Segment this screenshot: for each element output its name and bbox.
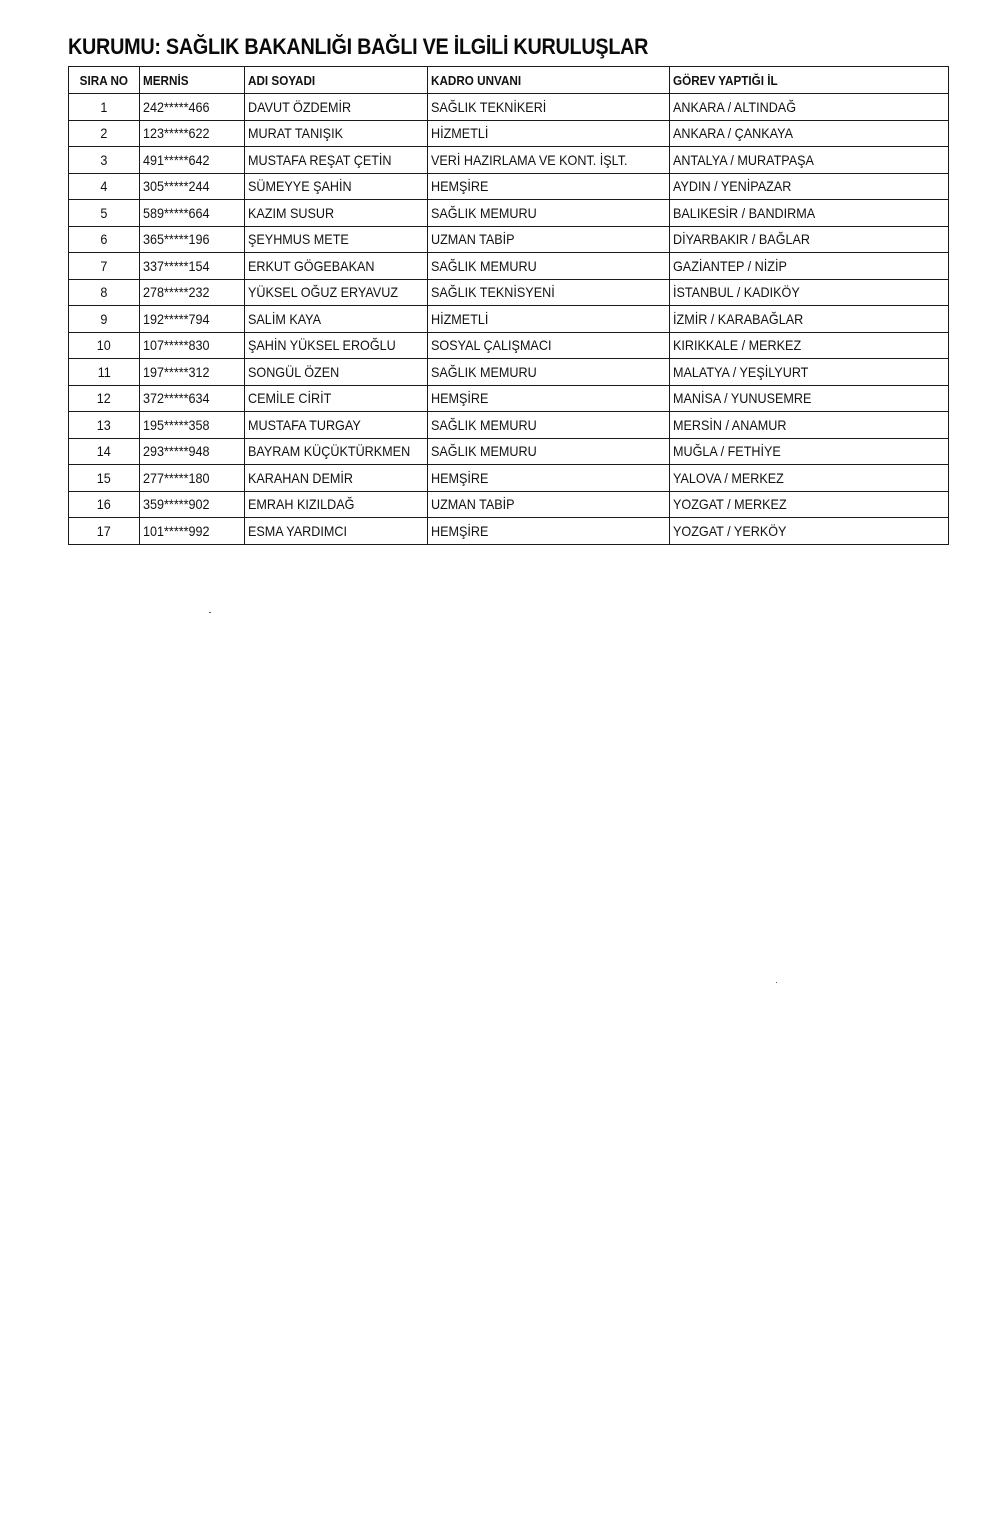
cell-gorev-yaptigi-il: YALOVA / MERKEZ — [670, 465, 949, 492]
cell-mernis: 365*****196 — [140, 226, 245, 253]
cell-sira-no: 12 — [69, 385, 140, 412]
cell-gorev-yaptigi-il: KIRIKKALE / MERKEZ — [670, 332, 949, 359]
cell-adi-soyadi: BAYRAM KÜÇÜKTÜRKMEN — [245, 438, 428, 465]
cell-mernis: 305*****244 — [140, 173, 245, 200]
cell-adi-soyadi: SÜMEYYE ŞAHİN — [245, 173, 428, 200]
table-header-row — [69, 67, 949, 94]
cell-adi-soyadi: SALİM KAYA — [245, 306, 428, 333]
cell-mernis: 195*****358 — [140, 412, 245, 439]
cell-adi-soyadi: DAVUT ÖZDEMİR — [245, 94, 428, 121]
cell-sira-no: 4 — [69, 173, 140, 200]
cell-adi-soyadi: SONGÜL ÖZEN — [245, 359, 428, 386]
table-row — [69, 306, 949, 333]
cell-kadro-unvani: HİZMETLİ — [428, 306, 670, 333]
table-row — [69, 465, 949, 492]
cell-adi-soyadi: YÜKSEL OĞUZ ERYAVUZ — [245, 279, 428, 306]
cell-mernis: 278*****232 — [140, 279, 245, 306]
cell-sira-no: 3 — [69, 147, 140, 174]
cell-sira-no: 5 — [69, 200, 140, 227]
column-header-adi-soyadi: ADI SOYADI — [245, 67, 428, 94]
table-row — [69, 147, 949, 174]
table-row — [69, 94, 949, 121]
table-row — [69, 200, 949, 227]
cell-gorev-yaptigi-il: GAZİANTEP / NİZİP — [670, 253, 949, 280]
cell-sira-no: 11 — [69, 359, 140, 386]
cell-kadro-unvani: HİZMETLİ — [428, 120, 670, 147]
table-row — [69, 279, 949, 306]
cell-sira-no: 9 — [69, 306, 140, 333]
table-row — [69, 173, 949, 200]
column-header-gorev-yaptigi-il: GÖREV YAPTIĞI İL — [670, 67, 949, 94]
cell-mernis: 197*****312 — [140, 359, 245, 386]
cell-gorev-yaptigi-il: İSTANBUL / KADIKÖY — [670, 279, 949, 306]
cell-adi-soyadi: EMRAH KIZILDAĞ — [245, 491, 428, 518]
page-title: KURUMU: SAĞLIK BAKANLIĞI BAĞLI VE İLGİLİ KURULUŞLAR — [68, 34, 649, 59]
cell-sira-no: 6 — [69, 226, 140, 253]
cell-sira-no: 16 — [69, 491, 140, 518]
cell-sira-no: 15 — [69, 465, 140, 492]
cell-kadro-unvani: HEMŞİRE — [428, 173, 670, 200]
cell-gorev-yaptigi-il: MERSİN / ANAMUR — [670, 412, 949, 439]
cell-gorev-yaptigi-il: MUĞLA / FETHİYE — [670, 438, 949, 465]
table-row — [69, 226, 949, 253]
cell-kadro-unvani: SAĞLIK TEKNİKERİ — [428, 94, 670, 121]
staff-table — [68, 66, 949, 545]
table-row — [69, 438, 949, 465]
cell-gorev-yaptigi-il: YOZGAT / YERKÖY — [670, 518, 949, 545]
cell-sira-no: 10 — [69, 332, 140, 359]
table-row — [69, 120, 949, 147]
cell-mernis: 101*****992 — [140, 518, 245, 545]
cell-mernis: 123*****622 — [140, 120, 245, 147]
column-header-kadro-unvani: KADRO UNVANI — [428, 67, 670, 94]
cell-mernis: 337*****154 — [140, 253, 245, 280]
cell-sira-no: 13 — [69, 412, 140, 439]
column-header-mernis: MERNİS — [140, 67, 245, 94]
cell-gorev-yaptigi-il: YOZGAT / MERKEZ — [670, 491, 949, 518]
table-row — [69, 385, 949, 412]
table-row — [69, 412, 949, 439]
cell-gorev-yaptigi-il: ANKARA / ALTINDAĞ — [670, 94, 949, 121]
cell-kadro-unvani: SAĞLIK MEMURU — [428, 438, 670, 465]
cell-adi-soyadi: MUSTAFA TURGAY — [245, 412, 428, 439]
cell-kadro-unvani: SAĞLIK MEMURU — [428, 253, 670, 280]
cell-kadro-unvani: SAĞLIK MEMURU — [428, 359, 670, 386]
cell-kadro-unvani: SAĞLIK TEKNİSYENİ — [428, 279, 670, 306]
cell-kadro-unvani: VERİ HAZIRLAMA VE KONT. İŞLT. — [428, 147, 670, 174]
cell-gorev-yaptigi-il: AYDIN / YENİPAZAR — [670, 173, 949, 200]
cell-sira-no: 8 — [69, 279, 140, 306]
cell-gorev-yaptigi-il: İZMİR / KARABAĞLAR — [670, 306, 949, 333]
cell-mernis: 242*****466 — [140, 94, 245, 121]
cell-mernis: 293*****948 — [140, 438, 245, 465]
cell-adi-soyadi: KARAHAN DEMİR — [245, 465, 428, 492]
cell-adi-soyadi: CEMİLE CİRİT — [245, 385, 428, 412]
cell-kadro-unvani: SAĞLIK MEMURU — [428, 412, 670, 439]
cell-mernis: 107*****830 — [140, 332, 245, 359]
cell-adi-soyadi: ŞAHİN YÜKSEL EROĞLU — [245, 332, 428, 359]
cell-mernis: 372*****634 — [140, 385, 245, 412]
table-row — [69, 359, 949, 386]
cell-adi-soyadi: KAZIM SUSUR — [245, 200, 428, 227]
cell-mernis: 589*****664 — [140, 200, 245, 227]
cell-kadro-unvani: SAĞLIK MEMURU — [428, 200, 670, 227]
cell-mernis: 277*****180 — [140, 465, 245, 492]
cell-sira-no: 17 — [69, 518, 140, 545]
cell-adi-soyadi: MURAT TANIŞIK — [245, 120, 428, 147]
table-row — [69, 332, 949, 359]
cell-adi-soyadi: ŞEYHMUS METE — [245, 226, 428, 253]
cell-gorev-yaptigi-il: BALIKESİR / BANDIRMA — [670, 200, 949, 227]
cell-mernis: 491*****642 — [140, 147, 245, 174]
cell-gorev-yaptigi-il: MALATYA / YEŞİLYURT — [670, 359, 949, 386]
cell-kadro-unvani: HEMŞİRE — [428, 518, 670, 545]
cell-adi-soyadi: ERKUT GÖGEBAKAN — [245, 253, 428, 280]
scan-speck — [776, 982, 777, 983]
table-row — [69, 518, 949, 545]
table-body — [69, 94, 949, 545]
cell-gorev-yaptigi-il: MANİSA / YUNUSEMRE — [670, 385, 949, 412]
cell-sira-no: 2 — [69, 120, 140, 147]
cell-gorev-yaptigi-il: ANTALYA / MURATPAŞA — [670, 147, 949, 174]
cell-mernis: 359*****902 — [140, 491, 245, 518]
cell-gorev-yaptigi-il: ANKARA / ÇANKAYA — [670, 120, 949, 147]
cell-adi-soyadi: ESMA YARDIMCI — [245, 518, 428, 545]
cell-kadro-unvani: UZMAN TABİP — [428, 491, 670, 518]
cell-sira-no: 1 — [69, 94, 140, 121]
cell-sira-no: 14 — [69, 438, 140, 465]
cell-kadro-unvani: HEMŞİRE — [428, 385, 670, 412]
cell-gorev-yaptigi-il: DİYARBAKIR / BAĞLAR — [670, 226, 949, 253]
table-row — [69, 491, 949, 518]
cell-adi-soyadi: MUSTAFA REŞAT ÇETİN — [245, 147, 428, 174]
cell-sira-no: 7 — [69, 253, 140, 280]
cell-kadro-unvani: UZMAN TABİP — [428, 226, 670, 253]
cell-kadro-unvani: HEMŞİRE — [428, 465, 670, 492]
cell-kadro-unvani: SOSYAL ÇALIŞMACI — [428, 332, 670, 359]
table-row — [69, 253, 949, 280]
cell-mernis: 192*****794 — [140, 306, 245, 333]
scan-speck — [209, 612, 211, 613]
column-header-sira-no: SIRA NO — [69, 67, 140, 94]
